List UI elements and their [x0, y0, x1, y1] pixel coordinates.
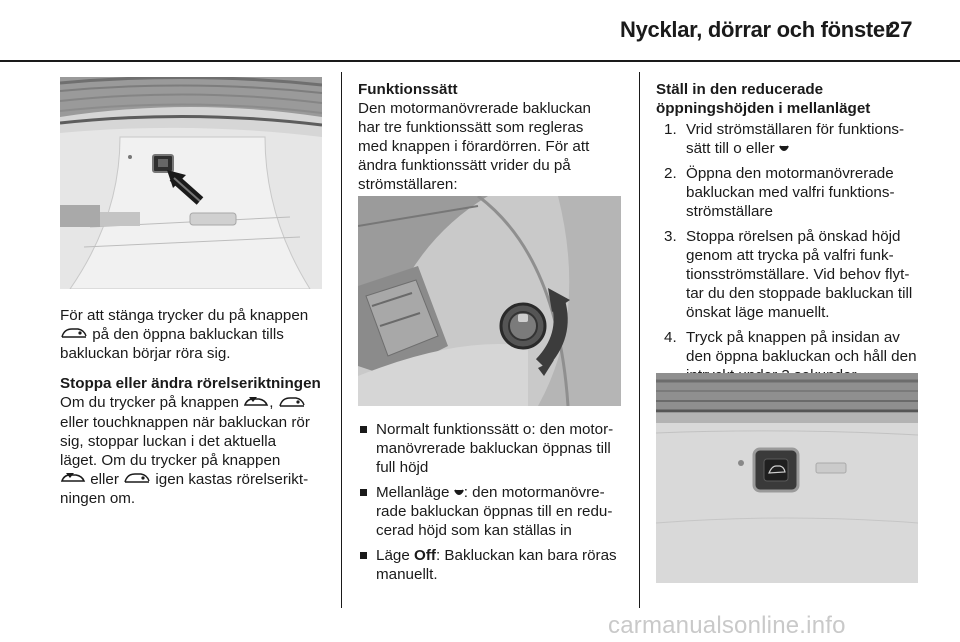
watermark: carmanualsonline.info	[608, 612, 846, 639]
bullet-marker	[360, 552, 367, 559]
step-3-line-2: genom att trycka på valfri funk-	[686, 247, 894, 265]
modes-line-1: Den motormanövrerade bakluckan	[358, 100, 591, 117]
bullet-marker	[360, 426, 367, 433]
header-rule	[0, 60, 960, 62]
step-2-line-3: strömställare	[686, 203, 773, 221]
page-title: Nycklar, dörrar och fönster	[620, 17, 894, 42]
reduced-heading-1: Ställ in den reducerade	[656, 81, 824, 98]
mid-position-icon	[779, 139, 789, 158]
tailgate-close-icon	[278, 394, 306, 413]
stop-text-1: Om du trycker på knappen	[60, 394, 239, 412]
reduced-heading-2: öppningshöjden i mellanläget	[656, 100, 871, 117]
figure-tailgate-inner-button	[656, 373, 918, 583]
step-4-line-1: Tryck på knappen på insidan av	[686, 329, 900, 347]
stop-text-6: ningen om.	[60, 490, 136, 508]
bullet-3-line-2: manuellt.	[376, 566, 438, 584]
intro-text-1: För att stänga trycker du på knappen	[60, 307, 309, 324]
column-3-text	[656, 80, 926, 391]
step-1-line-2: sätt till o eller	[686, 140, 775, 157]
step-2	[656, 164, 926, 221]
bullet-1-line-2: manövrerade bakluckan öppnas till	[376, 440, 611, 457]
bullet-marker	[360, 489, 367, 496]
modes-line-4: ändra funktionssätt vrider du på	[358, 157, 571, 174]
column-1-text	[60, 306, 335, 508]
step-2-line-1: Öppna den motormanövrerade	[686, 165, 894, 183]
figure-tailgate-button	[60, 77, 322, 289]
tailgate-close-icon	[123, 470, 151, 489]
bullet-3-off: Off	[414, 547, 436, 565]
page-number: 27	[888, 17, 913, 42]
car-key-icon	[243, 394, 269, 413]
bullet-3-line-1: : Bakluckan kan bara röras	[435, 547, 617, 565]
bullet-off-mode	[358, 546, 638, 584]
column-2-text	[358, 80, 633, 194]
modes-line-3: med knappen i förardörren. För att	[358, 138, 590, 155]
step-1-line-1: Vrid strömställaren för funktions-	[686, 121, 905, 138]
step-number: 3.	[664, 228, 677, 246]
step-3-line-4: tar du den stoppade bakluckan till	[686, 285, 913, 303]
step-3-line-5: önskat läge manuellt.	[686, 304, 830, 322]
column-2-bullets	[358, 420, 638, 590]
figure-door-switch	[358, 196, 621, 406]
stop-text-4: läget. Om du trycker på knappen	[60, 451, 281, 469]
bullet-normal-mode	[358, 420, 638, 477]
step-1	[656, 120, 926, 158]
bullet-2-word: Mellanläge	[376, 484, 450, 501]
car-key-icon	[60, 470, 86, 489]
step-3-line-1: Stoppa rörelsen på önskad höjd	[686, 228, 901, 246]
step-3	[656, 227, 926, 322]
stop-paragraph	[60, 393, 335, 508]
step-4-line-2: den öppna bakluckan och håll den	[686, 348, 917, 366]
mid-position-icon	[454, 483, 464, 502]
stop-text-2: eller touchknappen när bakluckan rör	[60, 413, 310, 431]
bullet-2-line-2: rade bakluckan öppnas till en redu-	[376, 503, 613, 521]
section-heading-modes: Funktionssätt	[358, 81, 458, 98]
modes-line-2: har tre funktionssätt som regleras	[358, 119, 584, 136]
stop-text-5: igen kastas rörelserikt-	[155, 470, 309, 488]
tailgate-close-icon	[60, 325, 88, 344]
step-2-line-2: bakluckan med valfri funktions-	[686, 184, 895, 202]
modes-line-5: strömställaren:	[358, 176, 458, 193]
step-number: 2.	[664, 165, 677, 183]
intro-text-3: bakluckan börjar röra sig.	[60, 345, 231, 363]
stop-text-eller: eller	[90, 470, 119, 488]
step-number: 1.	[664, 121, 677, 138]
section-heading-reduced	[656, 80, 926, 118]
bullet-2-line-1: : den motormanövre-	[463, 484, 605, 501]
bullet-1-line-3: full höjd	[376, 459, 429, 476]
column-divider-2	[639, 72, 640, 608]
bullet-3-word: Läge	[376, 547, 410, 565]
bullet-1-line-1: Normalt funktionssätt o: den motor-	[376, 421, 614, 438]
intro-text-2: på den öppna bakluckan tills	[92, 326, 284, 343]
column-divider-1	[341, 72, 342, 608]
modes-intro	[358, 99, 633, 194]
bullet-2-line-3: cerad höjd som kan ställas in	[376, 522, 572, 540]
comma: ,	[269, 394, 274, 412]
intro-paragraph	[60, 306, 335, 363]
bullet-mid-mode	[358, 483, 638, 540]
stop-text-3: sig, stoppar luckan i det aktuella	[60, 432, 277, 450]
step-3-line-3: tionsströmställare. Vid behov flyt-	[686, 266, 910, 284]
step-number: 4.	[664, 329, 677, 347]
section-heading-stop: Stoppa eller ändra rörelseriktningen	[60, 375, 321, 393]
